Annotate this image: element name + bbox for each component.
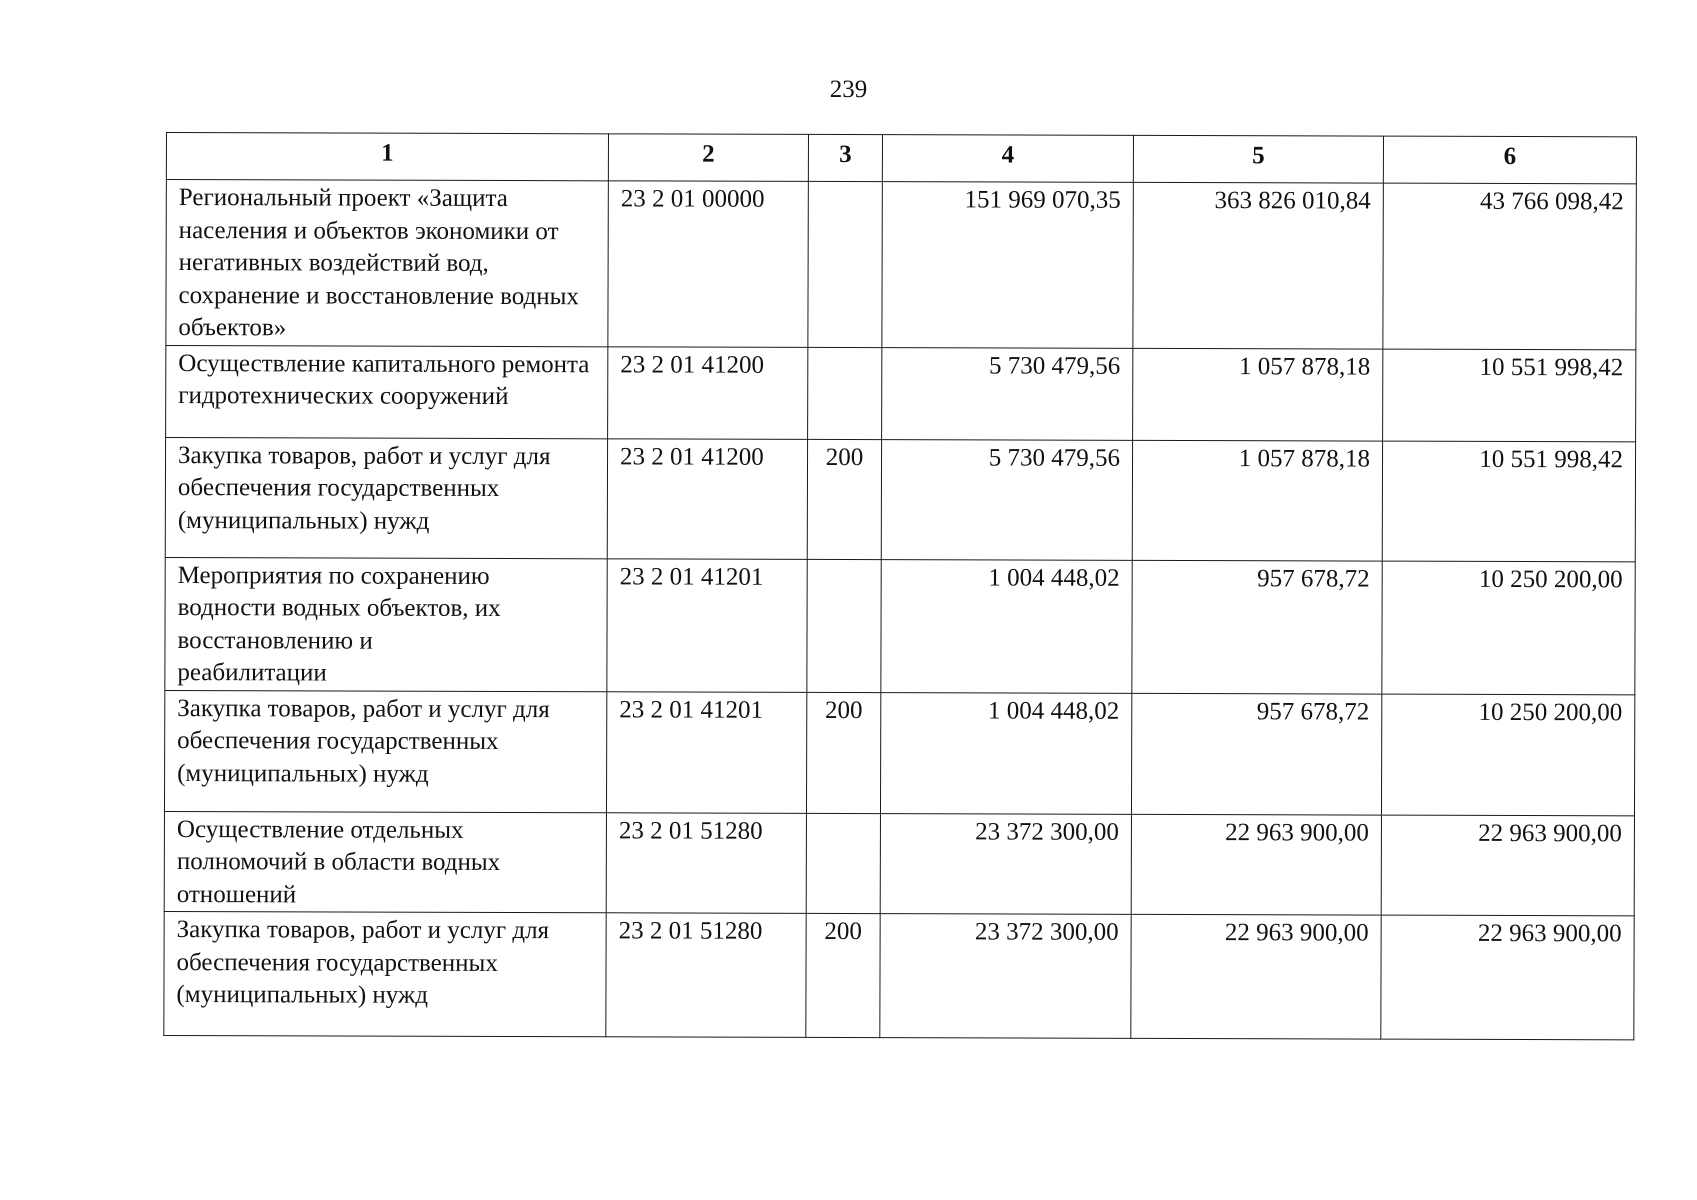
item-code: 23 2 01 51280 [606, 913, 806, 1038]
amount-col-4: 1 004 448,02 [880, 692, 1131, 814]
expense-type: 200 [806, 692, 880, 813]
table-row [165, 437, 1635, 561]
amount-col-4: 5 730 479,56 [881, 439, 1132, 560]
amount-col-5: 957 678,72 [1132, 560, 1382, 694]
table-header [166, 133, 1636, 184]
item-name: Закупка товаров, работ и услуг для обеспечения государственных (муниципальных) нужд [164, 911, 606, 1036]
amount-col-6: 10 551 998,42 [1382, 441, 1635, 562]
amount-col-5: 363 826 010,84 [1133, 182, 1383, 348]
item-name: Региональный проект «Защита населения и объектов экономики от негативных воздействий вод, сохранение и восстановление водных объектов» [166, 180, 608, 347]
table-row [166, 180, 1636, 350]
item-code: 23 2 01 41200 [608, 346, 808, 439]
table-body [164, 180, 1637, 1040]
expense-type [806, 813, 880, 914]
item-code: 23 2 01 41201 [607, 558, 807, 692]
item-name: Закупка товаров, работ и услуг для обеспечения государственных (муниципальных) нужд [165, 437, 607, 558]
item-name [165, 557, 607, 691]
amount-col-5: 22 963 900,00 [1131, 914, 1381, 1039]
expense-type [808, 347, 882, 439]
item-name-text: Мероприятия по сохранению водности водных объектов, их восстановлению и реабилитации [177, 561, 501, 687]
column-header-4: 4 [882, 135, 1133, 183]
table-row [164, 690, 1634, 815]
amount-col-5: 957 678,72 [1131, 693, 1381, 815]
amount-col-6: 22 963 900,00 [1381, 915, 1634, 1040]
expense-type: 200 [807, 439, 881, 559]
header-row [166, 133, 1636, 184]
table-row [165, 557, 1635, 694]
item-name: Осуществление отдельных полномочий в области водных отношений [164, 811, 606, 913]
amount-col-4: 23 372 300,00 [880, 914, 1131, 1039]
amount-col-6: 10 551 998,42 [1383, 349, 1636, 442]
amount-col-6: 43 766 098,42 [1383, 183, 1636, 349]
column-header-1: 1 [166, 133, 608, 181]
column-header-2: 2 [608, 134, 808, 182]
amount-col-4: 151 969 070,35 [882, 182, 1133, 348]
amount-col-4: 5 730 479,56 [882, 347, 1133, 440]
amount-col-6: 10 250 200,00 [1381, 694, 1634, 816]
amount-col-5: 1 057 878,18 [1132, 440, 1382, 561]
amount-col-4: 1 004 448,02 [881, 559, 1132, 693]
expense-type: 200 [806, 913, 880, 1037]
item-code: 23 2 01 00000 [608, 181, 808, 347]
amount-col-5: 22 963 900,00 [1131, 814, 1381, 915]
amount-col-6: 10 250 200,00 [1382, 561, 1635, 695]
item-code: 23 2 01 51280 [606, 812, 806, 913]
amount-col-5: 1 057 878,18 [1133, 348, 1383, 441]
column-header-5: 5 [1133, 135, 1383, 183]
table-row [164, 911, 1634, 1039]
item-code: 23 2 01 41201 [606, 691, 806, 813]
item-name: Закупка товаров, работ и услуг для обеспечения государственных (муниципальных) нужд [164, 690, 606, 812]
column-header-6: 6 [1383, 136, 1636, 184]
budget-table [163, 132, 1637, 1040]
item-code: 23 2 01 41200 [607, 438, 807, 559]
table-row [164, 811, 1634, 916]
amount-col-4: 23 372 300,00 [880, 813, 1131, 914]
expense-type [808, 181, 882, 347]
column-header-3: 3 [808, 134, 882, 181]
expense-type [807, 559, 881, 692]
table-row [166, 345, 1636, 441]
amount-col-6: 22 963 900,00 [1381, 815, 1634, 916]
page-number: 239 [829, 76, 868, 103]
item-name: Осуществление капитального ремонта гидротехнических сооружений [166, 345, 608, 438]
